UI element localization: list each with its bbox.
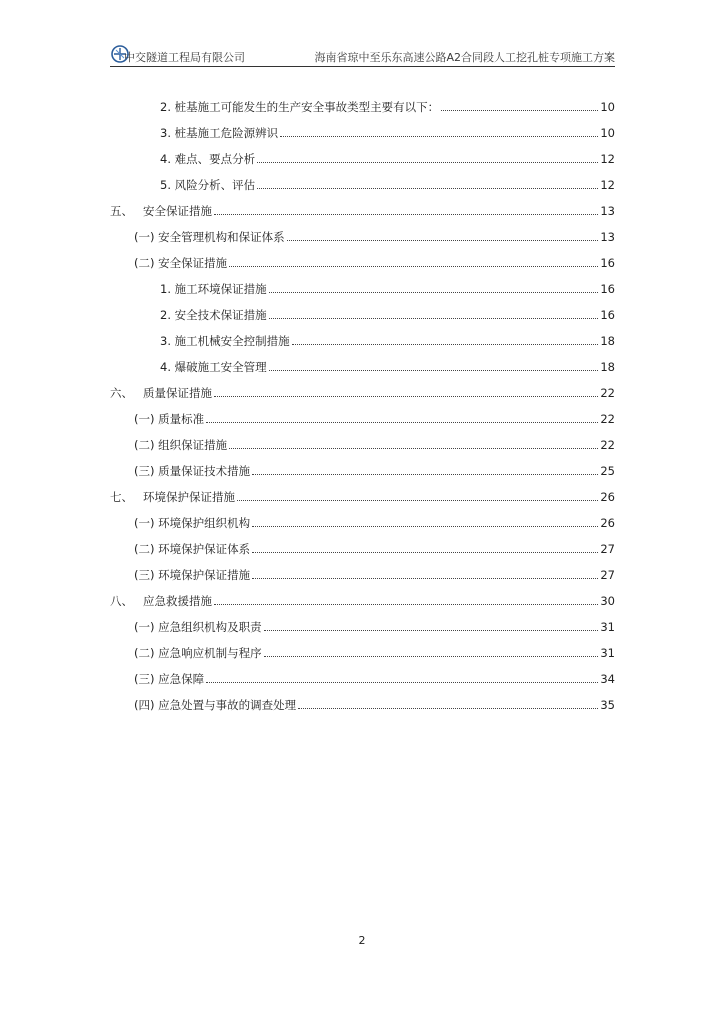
toc-entry-page: 26 (600, 490, 615, 504)
toc-section-entry[interactable] (134, 564, 615, 582)
toc-entry[interactable] (160, 304, 615, 322)
toc-section-entry[interactable] (134, 616, 615, 634)
toc-section-entry[interactable] (134, 252, 615, 270)
toc-leader-dots (214, 603, 598, 605)
toc-leader-dots (264, 655, 599, 657)
toc-entry-label: (四) 应急处置与事故的调查处理 (134, 698, 297, 712)
toc-entry[interactable] (160, 122, 615, 140)
toc-entry-page: 34 (600, 672, 615, 686)
toc-entry-page: 22 (600, 438, 615, 452)
toc-chapter-number: 五、 (110, 204, 133, 218)
toc-leader-dots (280, 135, 598, 137)
toc-entry[interactable] (160, 278, 615, 296)
toc-entry-label: (二) 安全保证措施 (134, 256, 228, 270)
toc-entry-label: (三) 应急保障 (134, 672, 205, 686)
toc-entry-label: 3. 桩基施工危险源辨识 (160, 126, 279, 140)
toc-section-entry[interactable] (134, 538, 615, 556)
toc-entry-page: 12 (600, 178, 615, 192)
toc-section-entry[interactable] (134, 694, 615, 712)
toc-entry-page: 10 (600, 100, 615, 114)
toc-entry-page: 27 (600, 542, 615, 556)
toc-chapter-entry[interactable] (110, 382, 615, 400)
toc-entry-label: 环境保护保证措施 (143, 490, 235, 504)
toc-entry-page: 12 (600, 152, 615, 166)
toc-entry-label: (一) 环境保护组织机构 (134, 516, 251, 530)
toc-entry-page: 31 (600, 620, 615, 634)
toc-leader-dots (206, 421, 598, 423)
toc-chapter-number: 八、 (110, 594, 133, 608)
toc-chapter-entry[interactable] (110, 200, 615, 218)
toc-section-entry[interactable] (134, 668, 615, 686)
toc-chapter-entry[interactable] (110, 590, 615, 608)
toc-entry-label: (三) 质量保证技术措施 (134, 464, 251, 478)
toc-leader-dots (298, 707, 598, 709)
toc-entry-page: 18 (600, 360, 615, 374)
toc-entry-label: (一) 安全管理机构和保证体系 (134, 230, 285, 244)
toc-entry-label: 5. 风险分析、评估 (160, 178, 256, 192)
toc-entry-page: 16 (600, 256, 615, 270)
toc-entry-label: (一) 质量标准 (134, 412, 205, 426)
toc-leader-dots (264, 629, 599, 631)
toc-leader-dots (229, 265, 598, 267)
toc-section-entry[interactable] (134, 642, 615, 660)
toc-entry-page: 30 (600, 594, 615, 608)
toc-entry-label: (二) 环境保护保证体系 (134, 542, 251, 556)
toc-entry-label: 2. 安全技术保证措施 (160, 308, 267, 322)
toc-leader-dots (257, 161, 598, 163)
toc-entry[interactable] (160, 356, 615, 374)
toc-entry-page: 10 (600, 126, 615, 140)
toc-entry-page: 16 (600, 282, 615, 296)
toc-entry-page: 22 (600, 412, 615, 426)
header-project-title: 海南省琼中至乐东高速公路A2合同段人工挖孔桩专项施工方案 (314, 51, 615, 64)
toc-leader-dots (252, 551, 598, 553)
toc-section-entry[interactable] (134, 460, 615, 478)
toc-leader-dots (237, 499, 598, 501)
toc-section-entry[interactable] (134, 434, 615, 452)
toc-section-entry[interactable] (134, 408, 615, 426)
page-number: 2 (358, 934, 366, 947)
toc-entry-label: (三) 环境保护保证措施 (134, 568, 251, 582)
toc-entry-label: 2. 桩基施工可能发生的生产安全事故类型主要有以下： (160, 100, 440, 114)
toc-leader-dots (269, 291, 599, 293)
toc-entry[interactable] (160, 96, 615, 114)
toc-leader-dots (214, 213, 598, 215)
toc-leader-dots (287, 239, 599, 241)
toc-entry-page: 13 (600, 230, 615, 244)
toc-entry-label: 质量保证措施 (143, 386, 212, 400)
toc-entry-label: (二) 组织保证措施 (134, 438, 228, 452)
toc-section-entry[interactable] (134, 512, 615, 530)
toc-entry-label: 应急救援措施 (143, 594, 212, 608)
toc-leader-dots (252, 577, 598, 579)
toc-entry[interactable] (160, 174, 615, 192)
toc-chapter-number: 六、 (110, 386, 133, 400)
toc-leader-dots (257, 187, 598, 189)
toc-entry-label: 3. 施工机械安全控制措施 (160, 334, 290, 348)
toc-entry-page: 27 (600, 568, 615, 582)
toc-entry-page: 35 (600, 698, 615, 712)
toc-entry-label: (一) 应急组织机构及职责 (134, 620, 262, 634)
toc-entry-page: 26 (600, 516, 615, 530)
toc-entry-page: 25 (600, 464, 615, 478)
toc-entry-page: 16 (600, 308, 615, 322)
toc-entry-page: 13 (600, 204, 615, 218)
toc-entry-label: 4. 难点、要点分析 (160, 152, 256, 166)
toc-leader-dots (252, 525, 598, 527)
toc-entry-label: 安全保证措施 (143, 204, 212, 218)
toc-leader-dots (229, 447, 598, 449)
header-company-name: 中交隧道工程局有限公司 (124, 51, 245, 64)
toc-leader-dots (252, 473, 598, 475)
toc-leader-dots (441, 109, 598, 111)
toc-entry-label: (二) 应急响应机制与程序 (134, 646, 262, 660)
toc-leader-dots (269, 369, 599, 371)
toc-chapter-number: 七、 (110, 490, 133, 504)
toc-entry-label: 1. 施工环境保证措施 (160, 282, 267, 296)
toc-leader-dots (206, 681, 598, 683)
toc-leader-dots (269, 317, 599, 319)
toc-entry-page: 31 (600, 646, 615, 660)
toc-entry-label: 4. 爆破施工安全管理 (160, 360, 267, 374)
toc-section-entry[interactable] (134, 226, 615, 244)
toc-leader-dots (292, 343, 599, 345)
toc-entry-page: 22 (600, 386, 615, 400)
toc-entry[interactable] (160, 330, 615, 348)
toc-leader-dots (214, 395, 598, 397)
toc-chapter-entry[interactable] (110, 486, 615, 504)
toc-entry-page: 18 (600, 334, 615, 348)
toc-entry[interactable] (160, 148, 615, 166)
